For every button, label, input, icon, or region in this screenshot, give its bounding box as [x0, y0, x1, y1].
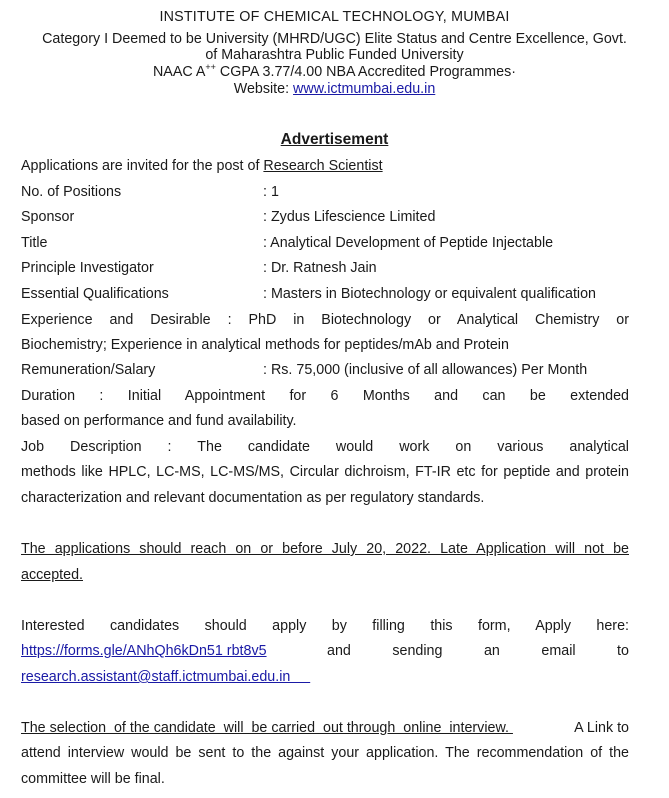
- field-value: : 1: [263, 184, 279, 200]
- institute-name: INSTITUTE OF CHEMICAL TECHNOLOGY, MUMBAI: [159, 9, 510, 25]
- university-status: Category I Deemed to be University (MHRD/UGC) Elite Status and Centre Excellence, Govt.: [42, 31, 627, 47]
- email-link[interactable]: research.assistant@staff.ictmumbai.edu.in: [21, 669, 311, 685]
- field-label: Essential Qualifications: [21, 286, 169, 302]
- selection-rest: A Link to: [574, 720, 629, 736]
- selection-line-3: committee will be final.: [21, 771, 165, 787]
- accreditation-line: NAAC A++ CGPA 3.77/4.00 NBA Accredited Programmes·: [152, 62, 517, 80]
- post-name: Research Scientist: [263, 158, 383, 174]
- field-label: Principle Investigator: [21, 260, 154, 276]
- field-value: : Analytical Development of Peptide Injectable: [263, 235, 554, 251]
- website-line: Website: www.ictmumbai.edu.in: [233, 81, 436, 97]
- form-link[interactable]: https://forms.gle/ANhQh6kDn51 rbt8v5: [21, 643, 267, 659]
- field-value: : Zydus Lifescience Limited: [263, 209, 436, 225]
- selection-line-2: attend interview would be sent to the against your application. The recommendation of the: [21, 745, 629, 761]
- field-label: No. of Positions: [21, 184, 122, 200]
- remuneration-label: Remuneration/Salary: [21, 362, 156, 378]
- job-description-line-1: Job Description : The candidate would work on various analytical: [21, 439, 629, 455]
- field-label: Sponsor: [21, 209, 75, 225]
- field-value: : Masters in Biotechnology or equivalent qualification: [263, 286, 596, 302]
- field-value: : Dr. Ratnesh Jain: [263, 260, 377, 276]
- deadline-line-2: accepted.: [21, 567, 83, 583]
- duration-line-1: Duration : Initial Appointment for 6 Months and can be extended: [21, 388, 629, 404]
- apply-line-1: Interested candidates should apply by filling this form, Apply here:: [21, 618, 629, 634]
- experience-line-2: Biochemistry; Experience in analytical methods for peptides/mAb and Protein: [21, 337, 509, 353]
- field-label: Title: [21, 235, 48, 251]
- experience-line-1: Experience and Desirable : PhD in Biotechnology or Analytical Chemistry or: [21, 312, 629, 328]
- intro-line: Applications are invited for the post of Research Scientist: [21, 158, 383, 174]
- website-link[interactable]: www.ictmumbai.edu.in: [293, 81, 436, 97]
- page-title: Advertisement: [280, 131, 389, 148]
- job-description-line-3: characterization and relevant documentation as per regulatory standards.: [21, 490, 485, 506]
- apply-line-3: [21, 669, 310, 685]
- university-status-cont: of Maharashtra Public Funded University: [205, 47, 464, 63]
- duration-line-2: based on performance and fund availability.: [21, 413, 297, 429]
- selection-underlined: The selection of the candidate will be carried out through online interview.: [21, 720, 513, 736]
- remuneration-value: : Rs. 75,000 (inclusive of all allowances) Per Month: [263, 362, 588, 378]
- job-description-line-2: methods like HPLC, LC-MS, LC-MS/MS, Circular dichroism, FT-IR etc for peptide and protein: [21, 464, 629, 480]
- deadline-line-1: The applications should reach on or before July 20, 2022. Late Application will not be: [21, 541, 629, 557]
- apply-line-2-rest: and sending an email to: [327, 643, 629, 659]
- selection-line-1: [21, 720, 629, 736]
- apply-line-2: [21, 643, 267, 659]
